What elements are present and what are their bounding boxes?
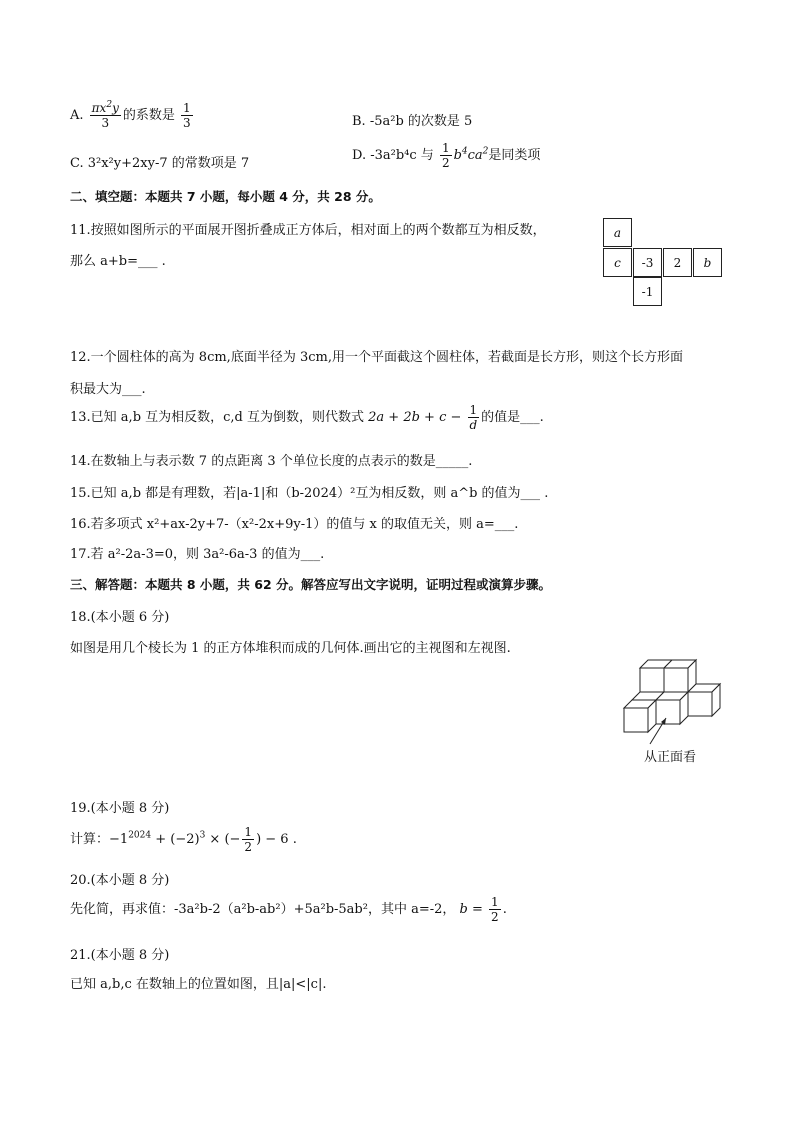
q13 [70, 404, 544, 431]
q20-fraction [489, 896, 501, 923]
q12-line2: 积最大为___. [70, 382, 146, 397]
q19-header: 19.(本小题 8 分) [70, 801, 170, 816]
net-cell-minus1: -1 [633, 277, 662, 306]
q13-prefix: 13.已知 a,b 互为相反数，c,d 互为倒数，则代数式 [70, 410, 365, 425]
q19-expr-c: × (− [205, 832, 241, 847]
cube-stack-figure [620, 658, 722, 768]
q19-expr-a: −1 [109, 832, 129, 847]
option-d: D. -3a²b⁴c 与 $\frac{1}{2}$ $b^4ca^2$是同类项 [352, 141, 541, 170]
q18-body: 如图是用几个棱长为 1 的正方体堆积而成的几何体.画出它的主视图和左视图. [70, 641, 511, 656]
net-cell-minus3: -3 [633, 248, 662, 277]
q14: 14.在数轴上与表示数 7 的点距离 3 个单位长度的点表示的数是_____. [70, 454, 473, 469]
q19-expr-d: ) − 6 . [256, 832, 297, 847]
option-a-expression: $\frac{\pi x^2y}{3}$ [91, 100, 119, 130]
q15: 15.已知 a,b 都是有理数，若|a-1|和（b-2024）²互为相反数，则 a^b 的值为___ . [70, 486, 549, 501]
q21-header: 21.(本小题 8 分) [70, 948, 170, 963]
q17: 17.若 a²-2a-3=0，则 3a²-6a-3 的值为___. [70, 547, 325, 562]
cube-net-figure [601, 218, 723, 306]
q13-suffix: 的值是___. [481, 410, 544, 425]
option-d-fraction [440, 142, 452, 169]
option-a-coef-den: 3 [183, 116, 191, 130]
q19-expr-b: + (−2) [151, 832, 200, 847]
q19-fraction [242, 826, 254, 853]
option-d-frac-num: 1 [441, 141, 450, 155]
q12-line1: 12.一个圆柱体的高为 8cm,底面半径为 3cm,用一个平面截这个圆柱体，若截面是长方形，则这个长方形面 [70, 350, 683, 365]
q20-suffix: . [502, 902, 507, 917]
net-cell-b: b [693, 248, 722, 277]
q16: 16.若多项式 x²+ax-2y+7-（x²-2x+9y-1）的值与 x 的取值无关，则 a=___. [70, 517, 519, 532]
q19-exp1: 2024 [128, 830, 152, 841]
option-d-frac-den: 2 [441, 156, 450, 170]
q19-prefix: 计算： [70, 832, 110, 847]
q20-b-eq: b = [459, 902, 483, 917]
q19-frac-num: 1 [244, 825, 253, 839]
option-b: B. -5a²b 的次数是 5 [352, 114, 473, 129]
q19-body [70, 826, 297, 853]
section-3-heading: 三、解答题：本题共 8 小题，共 62 分。解答应写出文字说明，证明过程或演算步骤。 [70, 577, 552, 592]
q20-frac-num: 1 [491, 895, 499, 909]
option-a-label: A. [70, 108, 84, 123]
q11-line1: 11.按照如图所示的平面展开图折叠成正方体后，相对面上的两个数都互为相反数， [70, 223, 546, 238]
section-2-heading: 二、填空题：本题共 7 小题，每小题 4 分，共 28 分。 [70, 189, 381, 204]
q20-header: 20.(本小题 8 分) [70, 873, 170, 888]
q19-frac-den: 2 [244, 840, 253, 854]
q20-body [70, 896, 507, 923]
q20-prefix: 先化简，再求值：-3a²b-2（a²b-ab²）+5a²b-5ab²，其中 a=-2， [70, 902, 456, 917]
q21-body: 已知 a,b,c 在数轴上的位置如图，且|a|<|c|. [70, 977, 327, 992]
q13-expression: 2a + 2b + c − [368, 410, 462, 425]
q18-header: 18.(本小题 6 分) [70, 610, 170, 625]
figure-caption: 从正面看 [644, 750, 697, 765]
q13-frac-num: 1 [469, 403, 478, 417]
option-a-text: 的系数是 [122, 108, 175, 123]
option-a [70, 102, 195, 129]
option-a-coefficient [181, 102, 193, 129]
net-cell-a: a [603, 218, 632, 247]
option-d-suffix: 是同类项 [488, 148, 541, 163]
option-c: C. 3²x²y+2xy-7 的常数项是 7 [70, 156, 250, 171]
option-d-prefix: D. -3a²b⁴c 与 [352, 148, 434, 163]
q13-frac-den: d [469, 418, 478, 432]
q13-fraction [468, 404, 480, 431]
q20-frac-den: 2 [491, 910, 499, 924]
net-cell-2: 2 [663, 248, 692, 277]
net-cell-c: c [603, 248, 632, 277]
q19-exp2: 3 [199, 830, 206, 841]
option-a-coef-num: 1 [183, 101, 191, 115]
q11-line2: 那么 a+b=___ . [70, 254, 166, 269]
